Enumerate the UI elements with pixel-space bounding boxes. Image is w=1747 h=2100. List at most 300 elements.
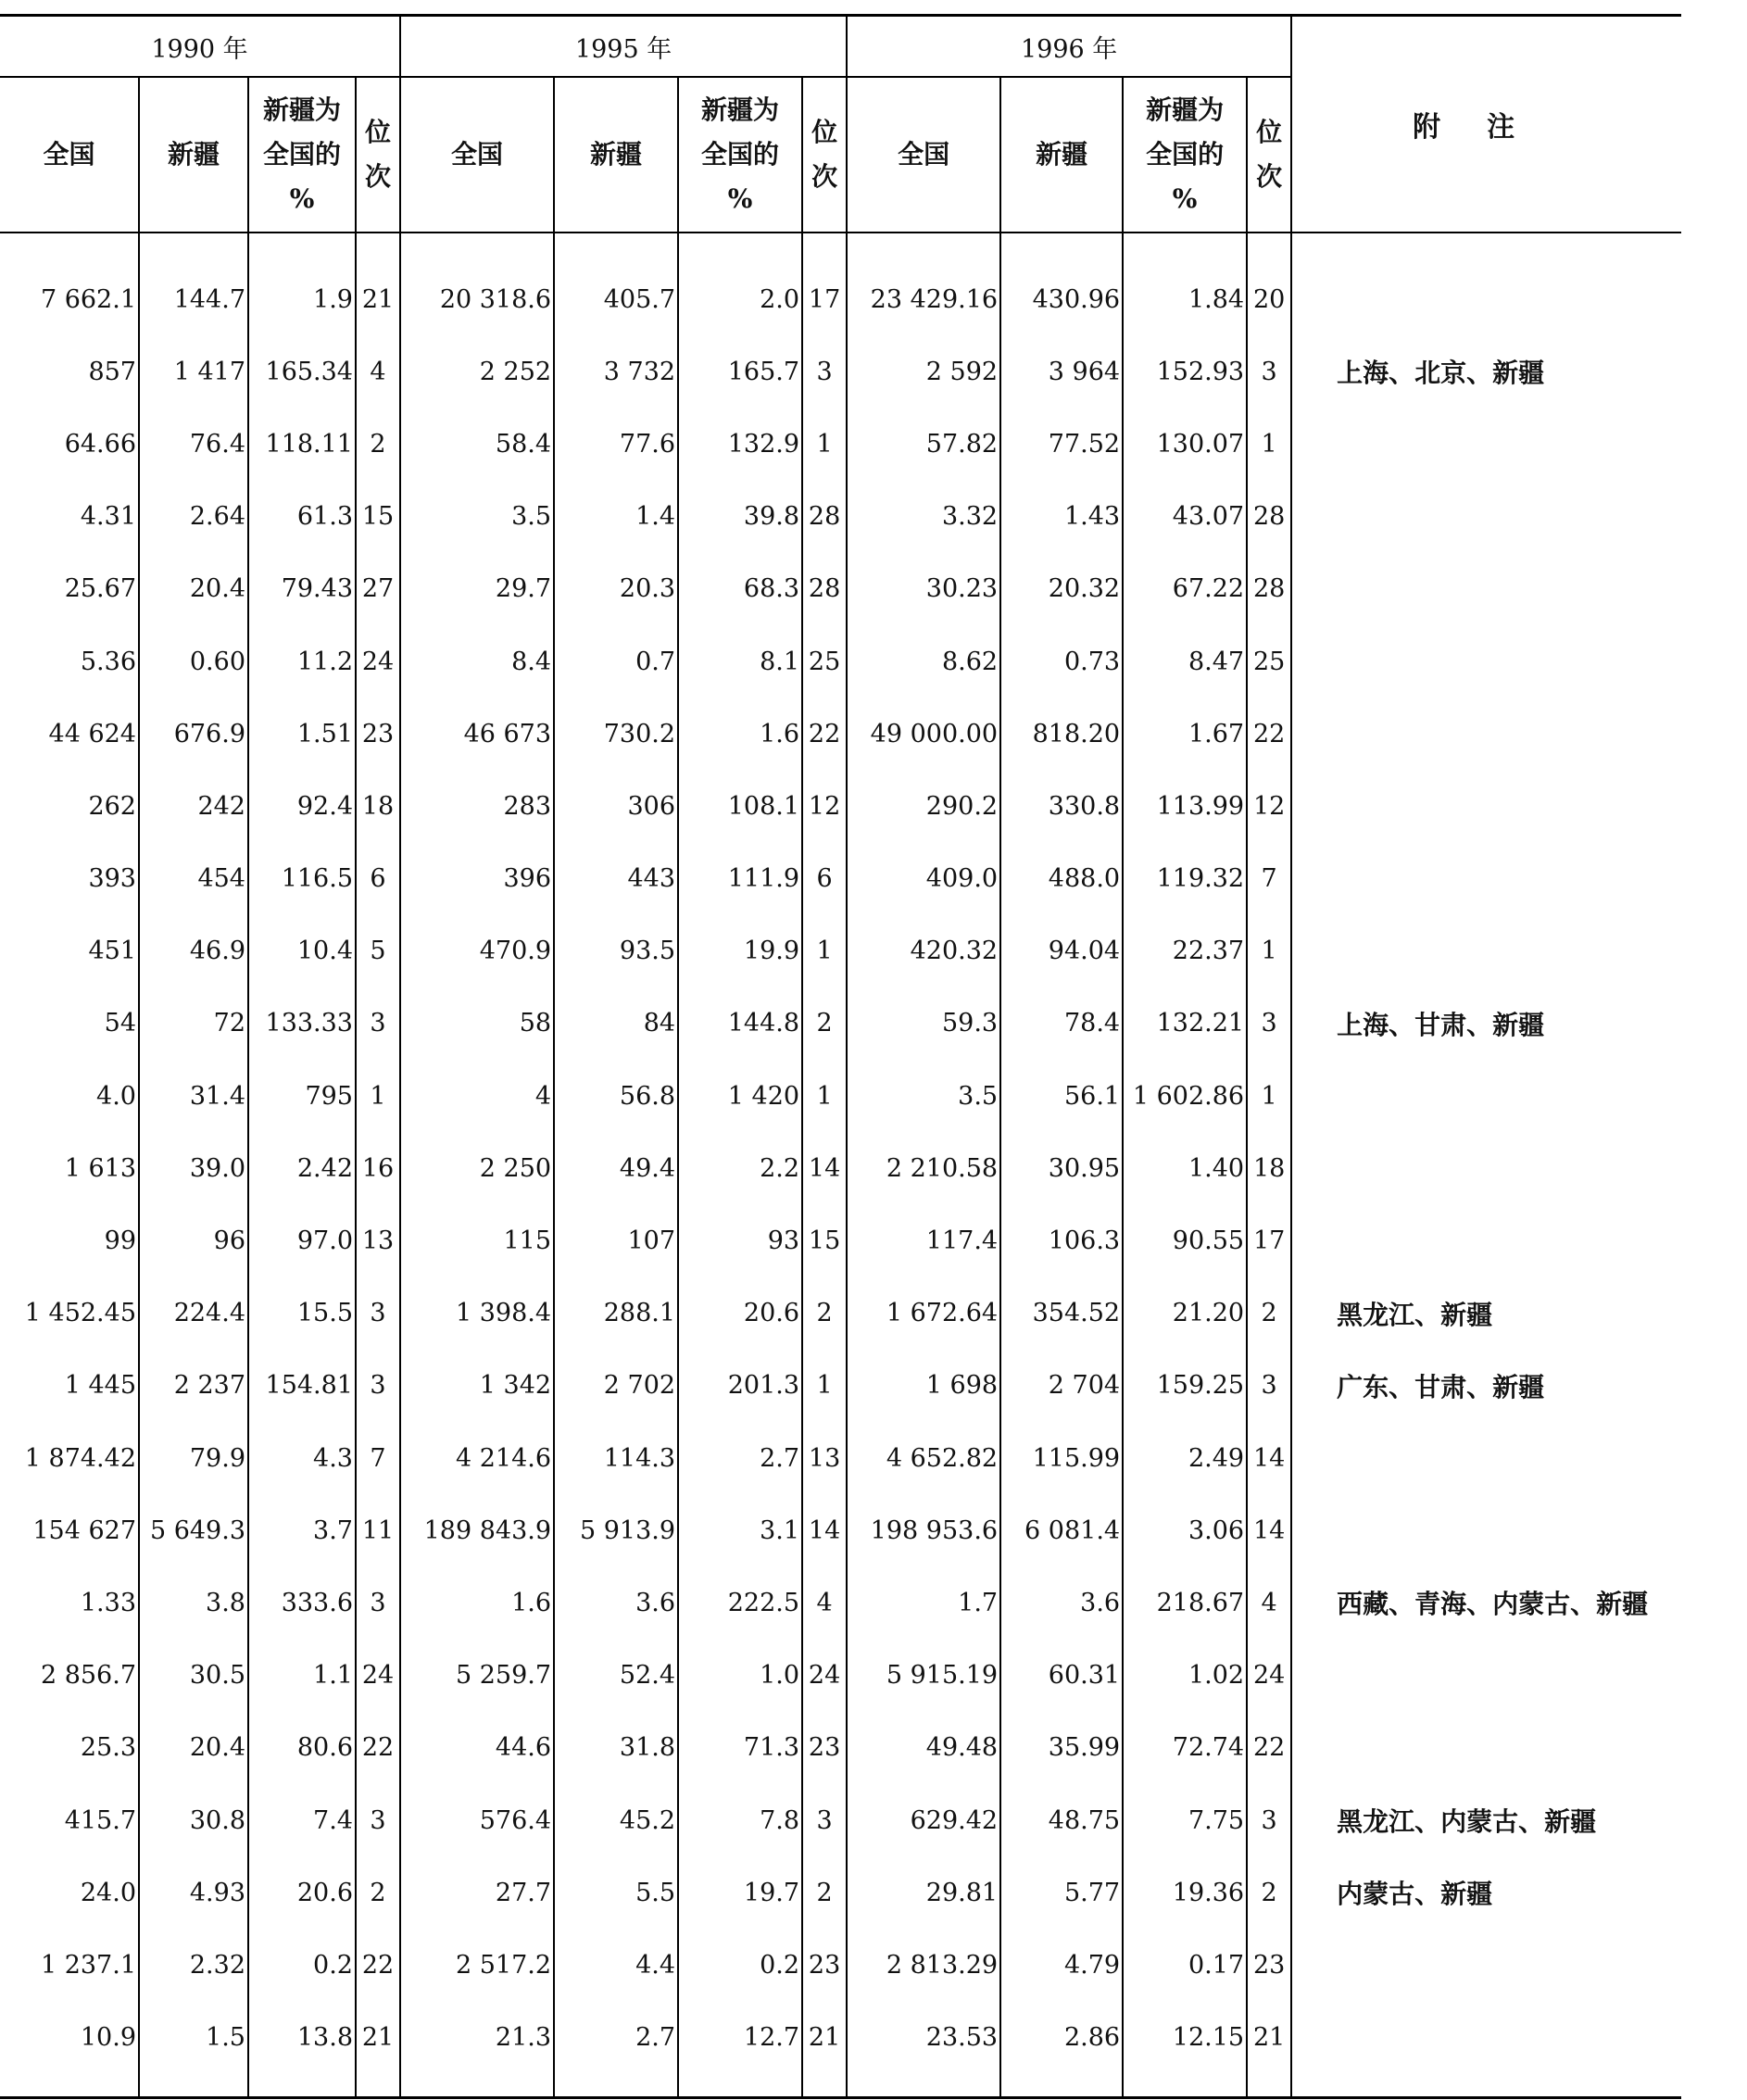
cell-xinjiang-1995: 5.5 [554,1856,678,1929]
table-bottom-rule [0,2074,1681,2098]
header-line: 全国的 [262,139,341,170]
col-national-1990-header: 全国 [0,77,139,233]
cell-national-1990: 393 [0,843,139,915]
cell-xinjiang-1995: 84 [554,987,678,1060]
cell-rank-1990: 6 [356,843,400,915]
cell-pct-1990: 1.51 [248,698,356,770]
cell-pct-1990: 13.8 [248,2002,356,2074]
cell-xinjiang-1990: 1 417 [139,335,248,408]
cell-note [1291,1712,1681,1784]
cell-note: 黑龙江、内蒙古、新疆 [1337,1806,1597,1838]
cell-rank-1990: 22 [356,1929,400,2001]
cell-national-1990: 1 445 [0,1350,139,1422]
cell-pct-1995: 165.7 [678,335,802,408]
cell-pct-1995: 108.1 [678,770,802,842]
header-line: 新疆为 [262,94,341,125]
cell-pct-1995: 93 [678,1204,802,1276]
table-row [0,553,1681,625]
cell-rank-1996: 1 [1247,1060,1291,1132]
header-line: 新疆为 [701,94,780,125]
cell-pct-1995: 68.3 [678,553,802,625]
cell-rank-1996: 3 [1247,987,1291,1060]
cell-xinjiang-1990: 2.64 [139,481,248,553]
cell-rank-1995: 28 [802,553,847,625]
cell-xinjiang-1995: 56.8 [554,1060,678,1132]
cell-national-1995: 1 342 [400,1350,554,1422]
cell-pct-1990: 118.11 [248,408,356,480]
cell-rank-1996: 1 [1247,915,1291,987]
cell-pct-1996: 22.37 [1123,915,1247,987]
cell-rank-1995: 1 [802,1350,847,1422]
header-line: % [1172,183,1198,214]
header-line: 次 [1256,161,1283,192]
cell-pct-1996: 1.67 [1123,698,1247,770]
cell-rank-1996: 1 [1247,408,1291,480]
cell-note [1291,481,1681,553]
cell-pct-1990: 79.43 [248,553,356,625]
cell-xinjiang-1996: 5.77 [1000,1856,1123,1929]
cell-xinjiang-1990: 30.5 [139,1640,248,1712]
cell-pct-1990: 80.6 [248,1712,356,1784]
cell-national-1990: 10.9 [0,2002,139,2074]
cell-national-1996: 59.3 [847,987,1000,1060]
cell-xinjiang-1990: 76.4 [139,408,248,480]
cell-pct-1995: 8.1 [678,625,802,698]
cell-xinjiang-1990: 5 649.3 [139,1494,248,1566]
cell-xinjiang-1996: 1.43 [1000,481,1123,553]
cell-note: 广东、甘肃、新疆 [1337,1371,1545,1402]
cell-rank-1996: 17 [1247,1204,1291,1276]
cell-national-1995: 1 398.4 [400,1277,554,1350]
col-xinjiang-1995-header: 新疆 [554,77,678,233]
cell-pct-1995: 222.5 [678,1566,802,1639]
table-row [0,1494,1681,1566]
cell-pct-1996: 1 602.86 [1123,1060,1247,1132]
cell-note [1291,1060,1681,1132]
cell-rank-1996: 2 [1247,1277,1291,1350]
table-row [0,843,1681,915]
cell-xinjiang-1995: 2.7 [554,2002,678,2074]
cell-xinjiang-1995: 0.7 [554,625,678,698]
cell-rank-1990: 4 [356,335,400,408]
cell-national-1996: 3.32 [847,481,1000,553]
cell-xinjiang-1990: 31.4 [139,1060,248,1132]
cell-national-1990: 451 [0,915,139,987]
cell-pct-1995: 1 420 [678,1060,802,1132]
cell-xinjiang-1995: 52.4 [554,1640,678,1712]
cell-national-1995: 3.5 [400,481,554,553]
table-row [0,1277,1681,1350]
year-header-row [0,16,1681,78]
cell-rank-1995: 15 [802,1204,847,1276]
cell-national-1990: 5.36 [0,625,139,698]
col-rank-1990-header [356,77,400,233]
cell-pct-1990: 154.81 [248,1350,356,1422]
cell-note [1291,915,1681,987]
cell-pct-1996: 7.75 [1123,1784,1247,1856]
cell-pct-1990: 1.9 [248,263,356,335]
cell-national-1990: 262 [0,770,139,842]
cell-xinjiang-1996: 488.0 [1000,843,1123,915]
cell-national-1995: 2 517.2 [400,1929,554,2001]
cell-rank-1996: 20 [1247,263,1291,335]
cell-pct-1996: 2.49 [1123,1422,1247,1494]
cell-national-1996: 5 915.19 [847,1640,1000,1712]
cell-note [1291,1640,1681,1712]
cell-rank-1996: 4 [1247,1566,1291,1639]
cell-xinjiang-1996: 106.3 [1000,1204,1123,1276]
cell-national-1995: 115 [400,1204,554,1276]
cell-xinjiang-1990: 2.32 [139,1929,248,2001]
cell-pct-1990: 1.1 [248,1640,356,1712]
cell-xinjiang-1996: 60.31 [1000,1640,1123,1712]
cell-rank-1996: 22 [1247,698,1291,770]
cell-rank-1990: 24 [356,1640,400,1712]
cell-xinjiang-1995: 5 913.9 [554,1494,678,1566]
year-1996-header: 1996 年 [847,16,1291,78]
cell-rank-1990: 18 [356,770,400,842]
table-row [0,481,1681,553]
cell-national-1996: 420.32 [847,915,1000,987]
cell-rank-1990: 24 [356,625,400,698]
cell-pct-1996: 21.20 [1123,1277,1247,1350]
cell-note [1291,408,1681,480]
note-column-header: 附注 [1291,16,1681,233]
cell-rank-1996: 12 [1247,770,1291,842]
cell-note: 内蒙古、新疆 [1337,1879,1493,1910]
cell-pct-1996: 132.21 [1123,987,1247,1060]
cell-pct-1995: 144.8 [678,987,802,1060]
cell-pct-1996: 67.22 [1123,553,1247,625]
cell-national-1995: 2 250 [400,1132,554,1204]
cell-national-1996: 198 953.6 [847,1494,1000,1566]
cell-national-1996: 2 813.29 [847,1929,1000,2001]
cell-pct-1990: 7.4 [248,1784,356,1856]
cell-rank-1995: 17 [802,263,847,335]
cell-note [1291,2002,1681,2074]
cell-pct-1995: 2.2 [678,1132,802,1204]
cell-xinjiang-1996: 330.8 [1000,770,1123,842]
col-xinjiang-1996-header: 新疆 [1000,77,1123,233]
cell-pct-1990: 20.6 [248,1856,356,1929]
cell-pct-1996: 0.17 [1123,1929,1247,2001]
cell-pct-1990: 97.0 [248,1204,356,1276]
cell-national-1990: 7 662.1 [0,263,139,335]
cell-pct-1995: 7.8 [678,1784,802,1856]
cell-national-1996: 1 698 [847,1350,1000,1422]
cell-national-1990: 24.0 [0,1856,139,1929]
cell-xinjiang-1995: 49.4 [554,1132,678,1204]
cell-national-1995: 1.6 [400,1566,554,1639]
cell-xinjiang-1995: 77.6 [554,408,678,480]
table-row [0,2002,1681,2074]
cell-xinjiang-1996: 20.32 [1000,553,1123,625]
cell-national-1996: 57.82 [847,408,1000,480]
cell-pct-1996: 12.15 [1123,2002,1247,2074]
cell-xinjiang-1990: 79.9 [139,1422,248,1494]
cell-xinjiang-1995: 20.3 [554,553,678,625]
table-row [0,408,1681,480]
col-pct-1990-header [248,77,356,233]
cell-xinjiang-1995: 288.1 [554,1277,678,1350]
cell-national-1996: 49.48 [847,1712,1000,1784]
cell-rank-1990: 21 [356,2002,400,2074]
cell-national-1990: 415.7 [0,1784,139,1856]
cell-national-1995: 4 [400,1060,554,1132]
cell-rank-1996: 28 [1247,481,1291,553]
cell-pct-1996: 90.55 [1123,1204,1247,1276]
cell-note [1291,1132,1681,1204]
cell-xinjiang-1990: 224.4 [139,1277,248,1350]
cell-xinjiang-1996: 78.4 [1000,987,1123,1060]
cell-national-1996: 23 429.16 [847,263,1000,335]
header-line: 位 [1256,117,1283,147]
cell-national-1996: 49 000.00 [847,698,1000,770]
cell-rank-1990: 16 [356,1132,400,1204]
cell-rank-1995: 3 [802,1784,847,1856]
cell-rank-1996: 3 [1247,335,1291,408]
cell-national-1995: 46 673 [400,698,554,770]
cell-xinjiang-1996: 3 964 [1000,335,1123,408]
cell-xinjiang-1996: 6 081.4 [1000,1494,1123,1566]
cell-rank-1990: 27 [356,553,400,625]
table-row [0,335,1681,408]
table-row [0,1132,1681,1204]
table-row [0,987,1681,1060]
cell-national-1996: 1 672.64 [847,1277,1000,1350]
cell-rank-1990: 23 [356,698,400,770]
cell-pct-1995: 39.8 [678,481,802,553]
header-line: 全国的 [1146,139,1225,170]
cell-rank-1996: 28 [1247,553,1291,625]
header-line: 位 [365,117,392,147]
cell-rank-1996: 14 [1247,1494,1291,1566]
cell-note: 上海、甘肃、新疆 [1337,1009,1545,1040]
cell-rank-1995: 28 [802,481,847,553]
cell-national-1995: 58 [400,987,554,1060]
col-rank-1996-header [1247,77,1291,233]
cell-national-1995: 58.4 [400,408,554,480]
cell-national-1990: 1.33 [0,1566,139,1639]
cell-xinjiang-1990: 72 [139,987,248,1060]
cell-pct-1995: 20.6 [678,1277,802,1350]
col-rank-1995-header [802,77,847,233]
cell-rank-1996: 2 [1247,1856,1291,1929]
cell-xinjiang-1995: 1.4 [554,481,678,553]
cell-pct-1996: 8.47 [1123,625,1247,698]
cell-pct-1995: 19.9 [678,915,802,987]
cell-national-1990: 1 613 [0,1132,139,1204]
cell-national-1995: 283 [400,770,554,842]
cell-pct-1996: 152.93 [1123,335,1247,408]
cell-rank-1990: 15 [356,481,400,553]
cell-rank-1995: 2 [802,1277,847,1350]
cell-pct-1996: 72.74 [1123,1712,1247,1784]
cell-pct-1995: 0.2 [678,1929,802,2001]
cell-national-1990: 25.67 [0,553,139,625]
cell-pct-1990: 15.5 [248,1277,356,1350]
table-row [0,1204,1681,1276]
cell-note [1291,263,1681,335]
cell-rank-1995: 23 [802,1929,847,2001]
cell-pct-1995: 1.0 [678,1640,802,1712]
cell-xinjiang-1995: 31.8 [554,1712,678,1784]
cell-rank-1990: 3 [356,987,400,1060]
cell-national-1996: 2 210.58 [847,1132,1000,1204]
cell-national-1995: 396 [400,843,554,915]
cell-note [1291,1422,1681,1494]
cell-xinjiang-1996: 4.79 [1000,1929,1123,2001]
cell-pct-1995: 201.3 [678,1350,802,1422]
cell-pct-1996: 3.06 [1123,1494,1247,1566]
header-line: 次 [811,161,838,192]
cell-pct-1996: 1.84 [1123,263,1247,335]
cell-note [1291,698,1681,770]
cell-rank-1995: 2 [802,987,847,1060]
cell-xinjiang-1996: 56.1 [1000,1060,1123,1132]
cell-xinjiang-1995: 405.7 [554,263,678,335]
cell-national-1995: 8.4 [400,625,554,698]
cell-national-1996: 117.4 [847,1204,1000,1276]
cell-xinjiang-1995: 3 732 [554,335,678,408]
cell-pct-1995: 132.9 [678,408,802,480]
cell-rank-1990: 5 [356,915,400,987]
cell-xinjiang-1995: 2 702 [554,1350,678,1422]
cell-rank-1995: 21 [802,2002,847,2074]
cell-national-1996: 4 652.82 [847,1422,1000,1494]
cell-pct-1996: 119.32 [1123,843,1247,915]
cell-pct-1990: 0.2 [248,1929,356,2001]
cell-pct-1990: 10.4 [248,915,356,987]
cell-rank-1995: 1 [802,915,847,987]
cell-national-1990: 1 452.45 [0,1277,139,1350]
cell-rank-1990: 2 [356,408,400,480]
cell-national-1996: 290.2 [847,770,1000,842]
cell-xinjiang-1990: 1.5 [139,2002,248,2074]
cell-national-1995: 5 259.7 [400,1640,554,1712]
cell-national-1990: 4.31 [0,481,139,553]
cell-rank-1990: 2 [356,1856,400,1929]
cell-national-1996: 629.42 [847,1784,1000,1856]
cell-pct-1990: 11.2 [248,625,356,698]
cell-pct-1995: 2.0 [678,263,802,335]
table-row [0,1929,1681,2001]
cell-national-1996: 29.81 [847,1856,1000,1929]
cell-xinjiang-1990: 454 [139,843,248,915]
cell-pct-1996: 43.07 [1123,481,1247,553]
cell-national-1990: 1 237.1 [0,1929,139,2001]
cell-pct-1996: 1.40 [1123,1132,1247,1204]
header-line: 全国的 [701,139,780,170]
cell-national-1995: 27.7 [400,1856,554,1929]
cell-rank-1990: 1 [356,1060,400,1132]
cell-xinjiang-1996: 94.04 [1000,915,1123,987]
cell-national-1990: 64.66 [0,408,139,480]
cell-pct-1995: 2.7 [678,1422,802,1494]
table-row [0,1566,1681,1639]
table-row [0,1422,1681,1494]
cell-pct-1995: 1.6 [678,698,802,770]
cell-national-1996: 30.23 [847,553,1000,625]
year-1995-header: 1995 年 [400,16,847,78]
cell-xinjiang-1990: 0.60 [139,625,248,698]
cell-xinjiang-1990: 20.4 [139,1712,248,1784]
cell-xinjiang-1995: 3.6 [554,1566,678,1639]
table-row [0,263,1681,335]
cell-pct-1990: 2.42 [248,1132,356,1204]
table-row [0,1060,1681,1132]
cell-xinjiang-1995: 114.3 [554,1422,678,1494]
cell-rank-1995: 6 [802,843,847,915]
cell-xinjiang-1996: 430.96 [1000,263,1123,335]
cell-national-1990: 2 856.7 [0,1640,139,1712]
cell-note [1291,1929,1681,2001]
cell-rank-1990: 22 [356,1712,400,1784]
cell-rank-1990: 11 [356,1494,400,1566]
cell-note [1291,1494,1681,1566]
cell-xinjiang-1995: 443 [554,843,678,915]
cell-pct-1990: 165.34 [248,335,356,408]
cell-pct-1990: 795 [248,1060,356,1132]
table-row [0,1856,1681,1929]
cell-note [1291,1204,1681,1276]
cell-xinjiang-1990: 46.9 [139,915,248,987]
cell-xinjiang-1996: 35.99 [1000,1712,1123,1784]
cell-rank-1995: 14 [802,1494,847,1566]
year-1990-header: 1990 年 [0,16,400,78]
cell-pct-1995: 12.7 [678,2002,802,2074]
statistics-table [0,14,1681,2099]
cell-pct-1995: 111.9 [678,843,802,915]
cell-rank-1996: 24 [1247,1640,1291,1712]
cell-national-1990: 54 [0,987,139,1060]
cell-pct-1990: 116.5 [248,843,356,915]
cell-pct-1990: 133.33 [248,987,356,1060]
cell-rank-1995: 4 [802,1566,847,1639]
cell-rank-1996: 22 [1247,1712,1291,1784]
cell-pct-1990: 3.7 [248,1494,356,1566]
cell-pct-1995: 19.7 [678,1856,802,1929]
cell-xinjiang-1996: 2 704 [1000,1350,1123,1422]
cell-rank-1990: 7 [356,1422,400,1494]
cell-xinjiang-1990: 242 [139,770,248,842]
cell-national-1990: 154 627 [0,1494,139,1566]
cell-pct-1995: 71.3 [678,1712,802,1784]
cell-rank-1996: 14 [1247,1422,1291,1494]
cell-note [1291,625,1681,698]
header-line: % [289,183,315,214]
cell-xinjiang-1990: 20.4 [139,553,248,625]
table-row [0,698,1681,770]
cell-pct-1995: 3.1 [678,1494,802,1566]
cell-xinjiang-1995: 45.2 [554,1784,678,1856]
table-row [0,1350,1681,1422]
cell-pct-1996: 113.99 [1123,770,1247,842]
cell-pct-1990: 92.4 [248,770,356,842]
col-pct-1995-header [678,77,802,233]
cell-national-1995: 20 318.6 [400,263,554,335]
cell-rank-1995: 25 [802,625,847,698]
cell-xinjiang-1995: 4.4 [554,1929,678,2001]
cell-national-1990: 25.3 [0,1712,139,1784]
cell-xinjiang-1996: 354.52 [1000,1277,1123,1350]
cell-xinjiang-1990: 96 [139,1204,248,1276]
cell-rank-1995: 2 [802,1856,847,1929]
cell-xinjiang-1996: 30.95 [1000,1132,1123,1204]
cell-pct-1996: 19.36 [1123,1856,1247,1929]
cell-xinjiang-1990: 2 237 [139,1350,248,1422]
col-national-1996-header: 全国 [847,77,1000,233]
